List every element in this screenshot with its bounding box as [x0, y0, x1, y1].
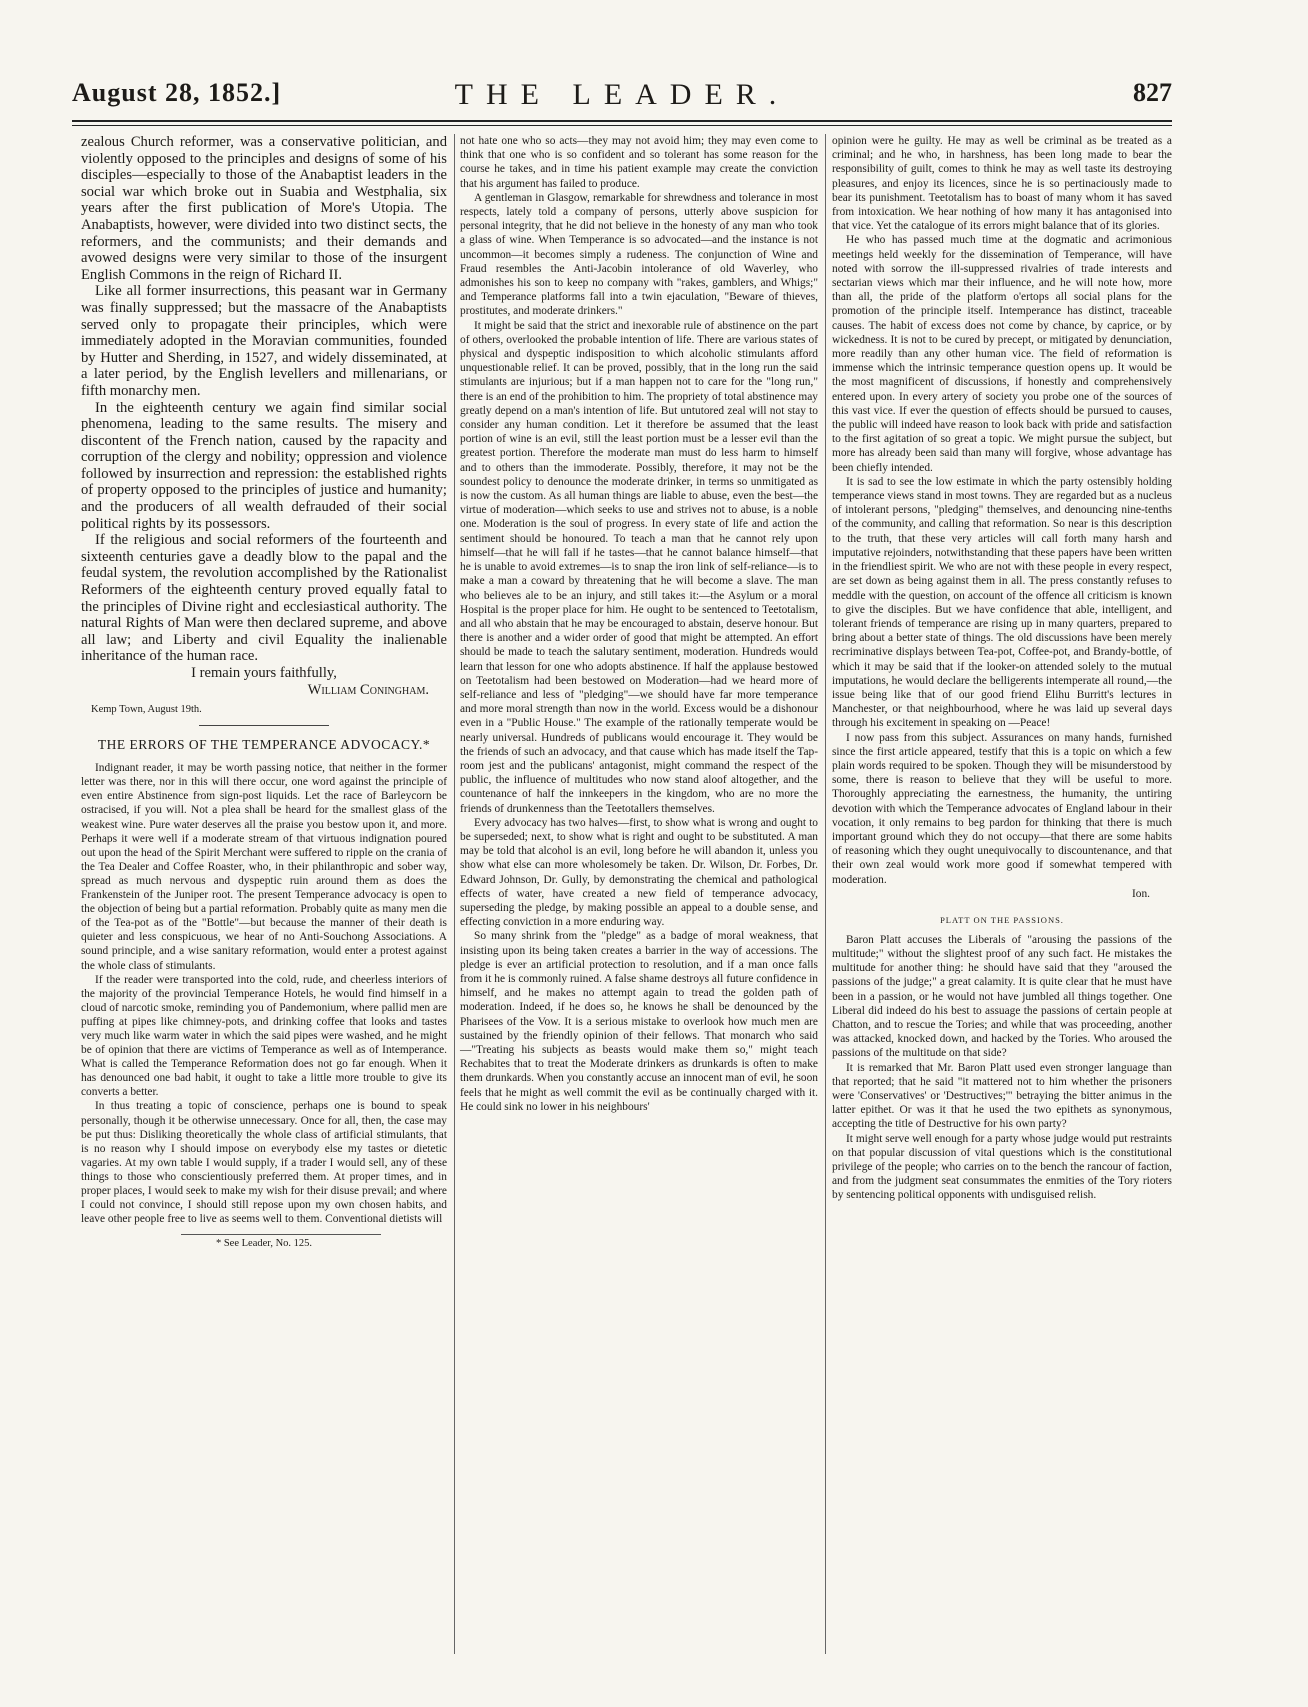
column-2 [460, 134, 818, 1114]
header-rule-thick [72, 120, 1172, 122]
paragraph: zealous Church reformer, was a conservative politician, and violently opposed to the principles and designs of some of his disciples—especially to those of the Anabaptist leaders in the social war which broke out in Suabia and Westphalia, six years after the first publication of More's Utopia. The Anabaptists, however, were divided into two distinct sects, the reformers, and the communists; and their demands and avowed designs were very similar to those of the insurgent English Commons in the reign of Richard II. [81, 134, 447, 283]
article-body [81, 761, 447, 1226]
column-3 [832, 134, 1172, 1203]
paragraph: opinion were he guilty. He may as well be criminal as be treated as a criminal; and he who, in harshness, has been long made to bear the responsibility of guilt, comes to think he may as well taste its destroying pleasures, and enjoy its licences, since he is so pertinaciously made to bear its punishment. Teetotalism has to boast of many whom it has saved from intoxication. We hear nothing of how many it has antagonised into that vice. Yet the catalogue of its errors might balance that of its glories. [832, 135, 1172, 233]
paragraph: Baron Platt accuses the Liberals of "arousing the passions of the multitude;" without the slightest proof of any such fact. He mistakes the multitude for another thing: he should have said that they "aroused the passions of the judge;" a great calamity. It is quite clear that he must have been in a passion, or he would not have jumbled all things together. One Liberal did indeed do his best to assuage the passions of certain people at Chatton, and to rescue the Tories; and while that was proceeding, another was attacked, knocked down, and hacked by the Tories. Who aroused the passions of the multitude on that side? [832, 933, 1172, 1060]
issue-date: August 28, 1852.] [72, 78, 282, 107]
paragraph: It is sad to see the low estimate in which the party ostensibly holding temperance views stand in most towns. They are regarded but as a nucleus of intolerant persons, "pledging" themselves, and denouncing nine-tenths of the community, and calling that reformation. So near is this description to the truth, that these very articles will call forth many harsh and imputative rejoinders, notwithstanding that these papers have been written in the friendliest spirit. We who are not with these people in every respect, are set down as being against them in all. The press constantly refuses to meddle with the question, on account of the offence all criticism is known to give the disciples. But we have confidence that able, intelligent, and tolerant friends of temperance are rising up in many quarters, prepared to bring about a better state of things. The old discussions have been merely recriminative displays between Tea-pot, Coffee-pot, and Brandy-bottle, of which it may be said that if the looker-on attended solely to the mutual imputations, he would declare the belligerents intemperate all round,—the issue being like that of our good friend Elihu Burritt's lectures in Manchester, or that neighbourhood, where he was laid up several days through his excitement in speaking on —Peace! [832, 475, 1172, 730]
column-1 [81, 134, 447, 1249]
article-signature: Ion. [1131, 887, 1150, 900]
paragraph: I now pass from this subject. Assurances on many hands, furnished since the first article appeared, testify that this is a topic on which a few plain words required to be spoken. Though they will be misunderstood by some, there is reason to believe that they will be useful to more. Thoroughly appreciating the earnestness, the humanity, the untiring devotion with which the Temperance advocates of England labour in their vocation, it only remains to beg pardon for thinking that there is much important ground which they do not occupy—that there are some habits of reasoning which they ought unequivocally to discountenance, and that their own zeal would work more good if somewhat tempered with moderation. [832, 731, 1172, 886]
page-number: 827 [1133, 78, 1172, 107]
paragraph: In thus treating a topic of conscience, perhaps one is bound to speak personally, though it be otherwise unnecessary. Once for all, then, the case may be put thus: Disliking theoretically the whole class of artificial stimulants, that is no reason why I should impose on everybody else my tastes or dietetic vagaries. At my own table I would supply, if a trader I would sell, any of these things to those who conscientiously preferred them. At proper times, and in proper places, I would seek to make my wish for their disuse prevail; and where I could not convince, I should still repose upon my own chosen habits, and leave other people free to live as seems well to them. Conventional dietists will [81, 1100, 447, 1226]
footnote-rule [181, 1234, 381, 1235]
paragraph: Like all former insurrections, this peasant war in Germany was finally suppressed; but the massacre of the Anabaptists served only to propagate their principles, which were immediately adopted in the Moravian communities, founded by Hutter and Sherding, in 1527, and widely disseminated, at a later period, by the English levellers and millenarians, or fifth monarchy men. [81, 283, 447, 399]
paragraph: If the religious and social reformers of the fourteenth and sixteenth centuries gave a deadly blow to the papal and the feudal system, the revolution accomplished by the Rationalist Reformers of the eighteenth century proved equally fatal to the principles of Divine right and ecclesiastical authority. The natural Rights of Man were then declared supreme, and above all law; and Liberty and civil Equality the inalienable inheritance of the human race. [81, 532, 447, 665]
letter-continuation [81, 134, 447, 698]
paragraph: A gentleman in Glasgow, remarkable for shrewdness and tolerance in most respects, lately told a company of persons, utterly above suspicion for personal integrity, that he did not believe in the honesty of any man who took a glass of wine. When Temperance is so advocated—and the instance is not uncommon—it becomes simply a rudeness. The conjunction of Wine and Fraud resembles the Anti-Jacobin intolerance of old Waverley, who admonishes his son to keep no company with "rakes, gamblers, and Whigs;" and Temperance platforms fall into a twin ejaculation, "Beware of thieves, prostitutes, and moderate drinkers." [460, 191, 818, 318]
column-divider [825, 134, 826, 1654]
section-title: PLATT ON THE PASSIONS. [940, 914, 1064, 925]
paragraph: It might serve well enough for a party whose judge would put restraints on that popular discussion of vital questions which is the constitutional privilege of the people; who carries on to the bench the rancour of faction, and from the judgment seat consummates the enmities of the Tory rioters by sentencing political opponents with undisguised relish. [832, 1132, 1172, 1202]
paragraph: If the reader were transported into the cold, rude, and cheerless interiors of the majority of the provincial Temperance Hotels, he would find himself in a cloud of narcotic smoke, reminding you of Pandemonium, where pallid men are puffing at pipes like chimney-pots, and drinking coffee that looks and tastes very much like warm water in which the said pipes were washed, and he might be of opinion that there are victims of Temperance as well as of Intemperance. What is called the Temperance Reformation does not go far enough. When it has denounced one bad habit, it ought to take a little more trouble to give its converts a better. [81, 973, 447, 1099]
paragraph: So many shrink from the "pledge" as a badge of moral weakness, that insisting upon its being taken creates a barrier in the way of accessions. The pledge is ever an artificial protection to resolution, and if a man once falls from it he is commonly ruined. A false shame destroys all future confidence in himself, and he makes no attempt again to tread the golden path of moderation. Indeed, if he does so, he knows he shall be denounced by the Pharisees of the Vow. It is a serious mistake to overlook how much men are sustained by the friendly opinion of their fellows. That monarch who said—"Treating his subjects as beasts would make them so," might teach Rechabites that to treat the Moderate drinkers as drunkards is often to make them drunkards. When you constantly accuse an innocent man of evil, he soon feels that he might as well commit the evil as be continually charged with it. He could sink no lower in his neighbours' [460, 930, 818, 1113]
article-title: THE ERRORS OF THE TEMPERANCE ADVOCACY.* [97, 737, 431, 753]
page-header [72, 78, 1172, 112]
paragraph: not hate one who so acts—they may not avoid him; they may even come to think that one who is so confident and so tolerant has some reason for the course he takes, and in time his patient example may create the conviction that his argument has failed to produce. [460, 135, 818, 190]
paragraph: He who has passed much time at the dogmatic and acrimonious meetings held weekly for the dissemination of Temperance, will have noted with sorrow the ill-suppressed rivalries of trade interests and sectarian views which mar their influence, and he will note how, more than all, the pride of the platform o'ertops all social plans for the promotion of the principle itself. Intemperance has distinct, traceable causes. The habit of excess does not come by chance, by caprice, or by wickedness. It is not to be cured by precept, or mitigated by denunciation, more readily than any other human vice. The field of reformation is immense which the intrinsic temperance question opens up. It would be the most magnificent of discussions, if honestly and comprehensively entered upon. In every artery of society you probe one of the sources of this vast vice. If ever the question of effects should be pursued to causes, the public will indeed have reason to look back with pride and satisfaction to the first agitation of so great a topic. We might pursue the subject, but more has already been said than many will forgive, whose advantage has been chiefly intended. [832, 234, 1172, 474]
letter-dateline: Kemp Town, August 19th. [91, 704, 202, 716]
header-rule-thin [72, 125, 1172, 126]
column-divider [454, 134, 455, 1654]
newspaper-title: THE LEADER. [454, 78, 790, 111]
paragraph: Indignant reader, it may be worth passing notice, that neither in the former letter was there, nor in this will there occur, one word against the principle of even entire Abstinence from sign-post liquids. Let the race of Barleycorn be ostracised, if you will. Not a plea shall be heard for the smallest glass of the weakest wine. Pure water deserves all the praise you bestow upon it, and more. Perhaps it were well if a moderate stream of that virtuous indignation poured out upon the head of the Spirit Merchant were suffered to ripple on the crania of the Tea Dealer and Coffee Roaster, who, in their philanthropic and sober way, spread as much nervous and dyspeptic ruin around them as does the Frankenstein of the Juniper root. The present Temperance advocacy is open to the objection of being but a partial reformation. Probably quite as many men die of the Tea-pot as of the "Bottle"—but because the manner of their death is quieter and less conspicuous, we hear of no Anti-Souchong Associations. A sound principle, and a wise sanitary reformation, would enter a protest against the whole class of stimulants. [81, 762, 447, 972]
letter-closing: I remain yours faithfully, [191, 665, 337, 681]
paragraph: It might be said that the strict and inexorable rule of abstinence on the part of others, overlooked the probable intention of life. There are various states of physical and dyspeptic indisposition to which alcoholic stimulants afford unquestionable relief. It can be proved, possibly, that in the long run the said stimulants are injurious; but if a man happen not to care for the "long run," there is an end of the prohibition to him. The propriety of total abstinence may greatly depend on a man's intention of life. But untutored zeal will not stay to consider any human condition. Let it therefore be assumed that the least portion of wine is an evil, still the least portion must be a lesser evil than the greatest portion. Therefore the moderate man must do less harm to himself and to others than the immoderate. Possibly, therefore, it may not be the soundest policy to denounce the moderate drinker, in terms so unmitigated as is now the custom. As all human things are liable to abuse, even the best—the virtue of moderation—which seeks to use and strives not to abuse, is a noble one. Moderation is the soul of progress. In every state of life and action the sentiment should be honoured. To teach a man that he cannot rely upon himself—that he will fall if he tastes—that he cannot balance himself—that he is unable to avoid extremes—is to snap the iron link of self-reliance—is to make a man a coward by threatening that he will become a slave. The man who believes ale to be an injury, and still takes it:—the Asylum or a moral Hospital is the proper place for him. He ought to be sentenced to Teetotalism, and all who abstain that he may be encouraged to abstain, deserve honour. But there is another and a wider order of good that might be attempted. An effort should be made to teach the salutary sentiment, moderation. Hundreds would learn that lesson for one who adopts abstinence. If half the applause bestowed on Teetotalism had been bestowed on Moderation—had we heard more of self-reliance and less of "pledging"—we should have far more temperance and more moral strength than now in the world. Excess would be a dishonour even in a "Public House." The example of the rationally temperate would be nearly universal. Hundreds of publicans would encourage it. They would be the friends of such an advocacy, and that cause which has made itself the Tap-room jest and the publicans' antagonist, might command the respect of the public, the influence of multitudes who now stand aloof altogether, and the countenance of half the innkeepers in the kingdom, who are no more the friends of drunkenness than the Teetotallers themselves. [460, 319, 818, 815]
paragraph: In the eighteenth century we again find similar social phenomena, leading to the same results. The misery and discontent of the French nation, caused by the rapacity and corruption of the clergy and nobility; oppression and violence followed by insurrection and repression: the established rights of property opposed to the principles of justice and humanity; and the producers of all wealth defrauded of their social political rights by its possessors. [81, 399, 447, 532]
paragraph: Every advocacy has two halves—first, to show what is wrong and ought to be superseded; next, to show what is right and ought to be substituted. A man may be told that alcohol is an evil, long before he will abandon it, unless you show what else can more wholesomely be taken. Dr. Wilson, Dr. Forbes, Dr. Edward Johnson, Dr. Gully, by demonstrating the chemical and pathological effects of water, have created a new field of temperance advocacy, superseding the pledge, by making possible an appeal to a double sense, and effecting conviction in a more enduring way. [460, 816, 818, 929]
paragraph: It is remarked that Mr. Baron Platt used even stronger language than that reported; that he said "it mattered not to him whether the prisoners were 'Conservatives' or 'Destructives;'" betraying the bitter animus in the latter epithet. Or was it that he used the two epithets as synonymous, accepting the title of Destructive for his own party? [832, 1061, 1172, 1131]
footnote: * See Leader, No. 125. [215, 1238, 313, 1250]
letter-signature: William Coningham. [307, 681, 429, 698]
section-divider [199, 725, 329, 726]
